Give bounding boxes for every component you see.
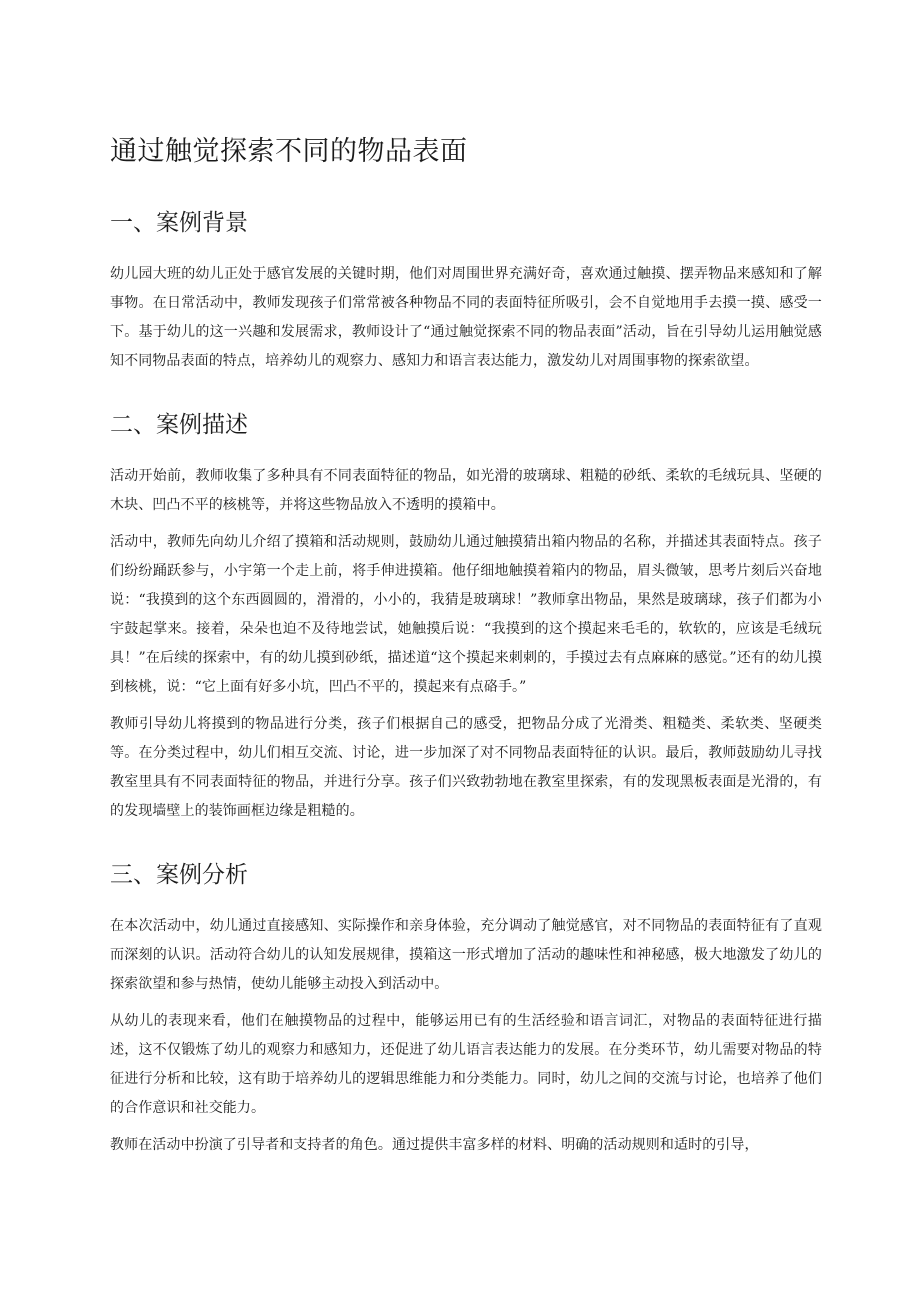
paragraph: 教师在活动中扮演了引导者和支持者的角色。通过提供丰富多样的材料、明确的活动规则和适时的引导， xyxy=(110,1137,759,1153)
section-heading-description: 二、案例描述 xyxy=(110,412,248,438)
paragraph: 教师引导幼儿将摸到的物品进行分类，孩子们根据自己的感受，把物品分成了光滑类、粗糙类、柔软类、坚硬类等。在分类过程中，幼儿们相互交流、讨论，进一步加深了对不同物品表面特征的认识。最后，教师鼓励幼儿寻找教室里具有不同表面特征的物品，并进行分享。孩子们兴致勃勃地在教室里探索，有的发现黑板表面是光滑的，有的发现墙壁上的装饰画框边缘是粗糙的。 xyxy=(110,716,822,819)
paragraph: 活动中，教师先向幼儿介绍了摸箱和活动规则，鼓励幼儿通过触摸猜出箱内物品的名称，并描述其表面特点。孩子们纷纷踊跃参与，小宇第一个走上前，将手伸进摸箱。他仔细地触摸着箱内的物品，眉头微皱，思考片刻后兴奋地说：“我摸到的这个东西圆圆的，滑滑的，小小的，我猜是玻璃球！”教师拿出物品，果然是玻璃球，孩子们都为小宇鼓起掌来。接着，朵朵也迫不及待地尝试，她触摸后说：“我摸到的这个摸起来毛毛的，软软的，应该是毛绒玩具！”在后续的探索中，有的幼儿摸到砂纸，描述道“这个摸起来刺刺的，手摸过去有点麻麻的感觉。”还有的幼儿摸到核桃，说：“它上面有好多小坑，凹凸不平的，摸起来有点硌手。” xyxy=(110,534,822,695)
paragraph: 幼儿园大班的幼儿正处于感官发展的关键时期，他们对周围世界充满好奇，喜欢通过触摸、摆弄物品来感知和了解事物。在日常活动中，教师发现孩子们常常被各种物品不同的表面特征所吸引，会不自觉地用手去摸一摸、感受一下。基于幼儿的这一兴趣和发展需求，教师设计了“通过触觉探索不同的物品表面”活动，旨在引导幼儿运用触觉感知不同物品表面的特点，培养幼儿的观察力、感知力和语言表达能力，激发幼儿对周围事物的探索欲望。 xyxy=(110,266,822,369)
paragraph: 在本次活动中，幼儿通过直接感知、实际操作和亲身体验，充分调动了触觉感官，对不同物品的表面特征有了直观而深刻的认识。活动符合幼儿的认知发展规律，摸箱这一形式增加了活动的趣味性和神秘感，极大地激发了幼儿的探索欲望和参与热情，使幼儿能够主动投入到活动中。 xyxy=(110,918,822,992)
paragraph: 从幼儿的表现来看，他们在触摸物品的过程中，能够运用已有的生活经验和语言词汇，对物品的表面特征进行描述，这不仅锻炼了幼儿的观察力和感知力，还促进了幼儿语言表达能力的发展。在分类环节，幼儿需要对物品的特征进行分析和比较，这有助于培养幼儿的逻辑思维能力和分类能力。同时，幼儿之间的交流与讨论，也培养了他们的合作意识和社交能力。 xyxy=(110,1013,822,1116)
section-heading-background: 一、案例背景 xyxy=(110,210,248,236)
document-title: 通过触觉探索不同的物品表面 xyxy=(110,136,468,167)
paragraph: 活动开始前，教师收集了多种具有不同表面特征的物品，如光滑的玻璃球、粗糙的砂纸、柔软的毛绒玩具、坚硬的木块、凹凸不平的核桃等，并将这些物品放入不透明的摸箱中。 xyxy=(110,468,822,513)
document-page xyxy=(110,120,822,1160)
section-heading-analysis: 三、案例分析 xyxy=(110,862,248,888)
